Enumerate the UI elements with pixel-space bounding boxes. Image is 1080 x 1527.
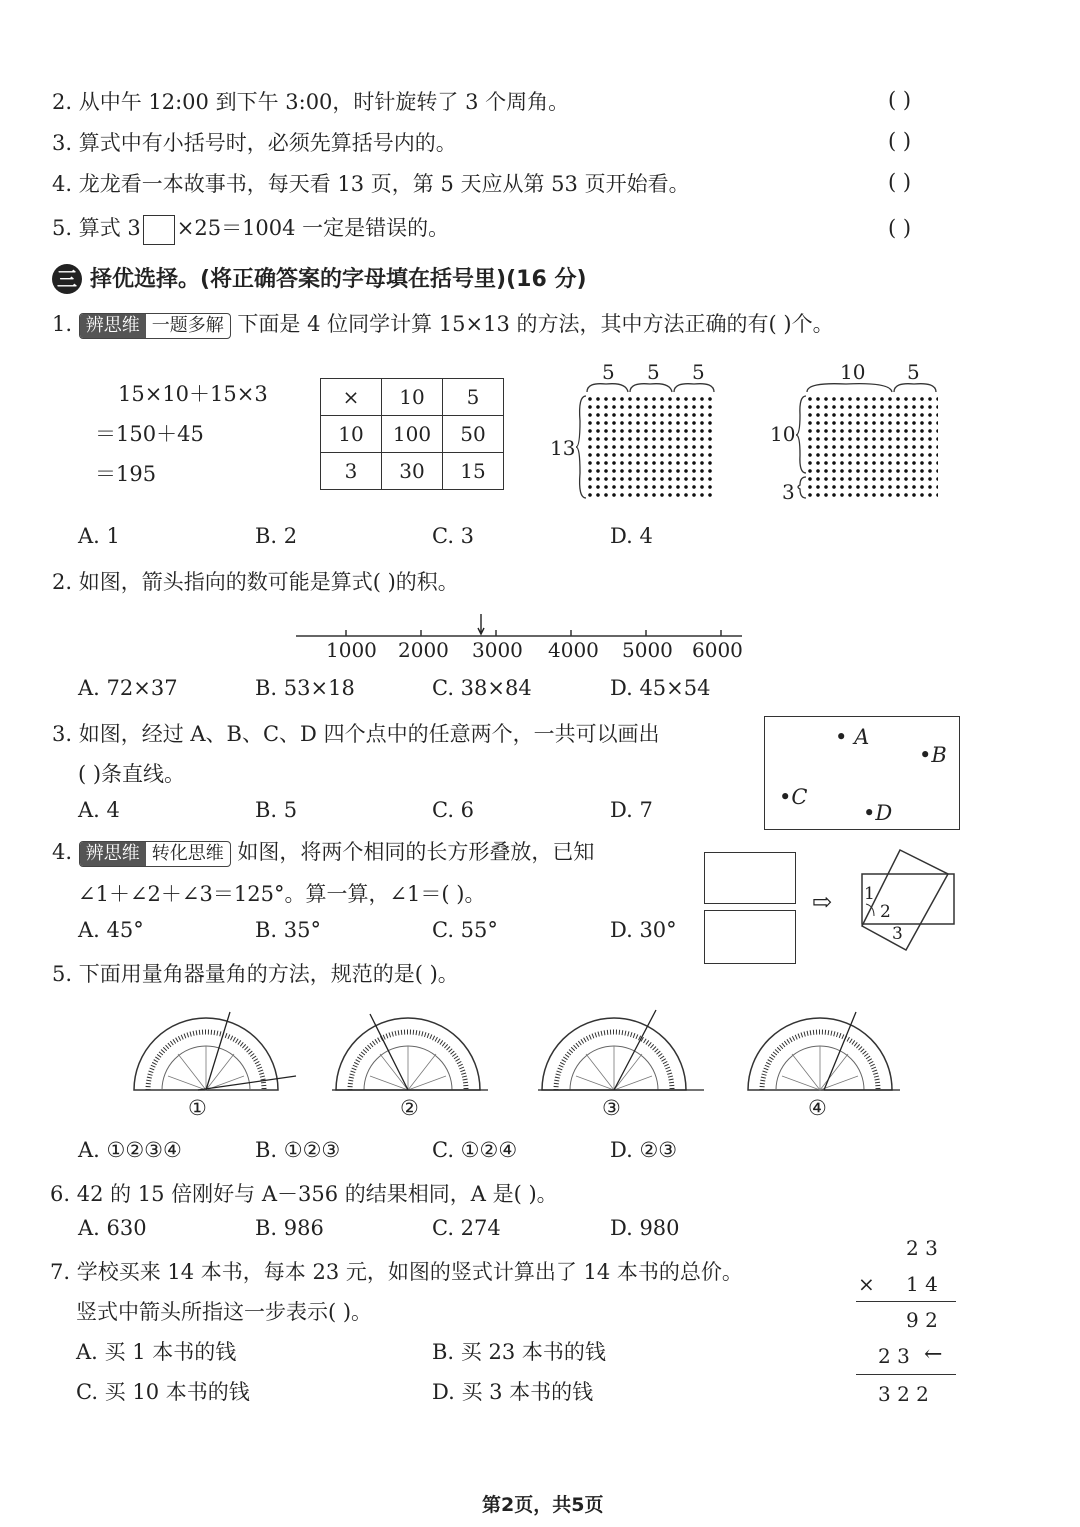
tick-label: 5000 <box>622 638 673 662</box>
option-b[interactable]: B. 35° <box>255 918 322 942</box>
vm-result: 3 2 2 <box>878 1382 929 1406</box>
grid-cell: 3 <box>321 453 382 490</box>
tag-dark: 辨思维 <box>80 314 146 338</box>
tag-light: 一题多解 <box>151 314 224 336</box>
vm-line-2 <box>856 1374 956 1375</box>
section-heading <box>52 262 587 294</box>
judge-item-5-before: 5. 算式 3 <box>52 216 141 240</box>
grid-cell: × <box>321 379 382 416</box>
grid-cell: 100 <box>382 416 443 453</box>
vm-arrow: ← <box>924 1342 943 1367</box>
option-d[interactable]: D. 买 3 本书的钱 <box>432 1380 594 1404</box>
point-c: •C <box>779 785 808 809</box>
option-c[interactable]: C. 274 <box>432 1216 501 1240</box>
question-1 <box>52 308 834 339</box>
question-3-line-2: ( )条直线。 <box>78 762 186 786</box>
grid-cell: 10 <box>321 416 382 453</box>
angle-label-3: 3 <box>892 924 903 944</box>
option-d[interactable]: D. 30° <box>610 918 677 942</box>
option-a[interactable]: A. 630 <box>78 1216 147 1240</box>
question-4-line-1 <box>52 836 594 867</box>
grid-cell: 15 <box>443 453 504 490</box>
thinking-tag <box>79 841 231 867</box>
dots2-top-label: 5 <box>907 360 920 384</box>
option-c[interactable]: C. ①②④ <box>432 1138 518 1162</box>
option-c[interactable]: C. 3 <box>432 524 475 548</box>
dots2-left-label: 3 <box>782 480 795 504</box>
multiplication-grid <box>320 378 504 490</box>
option-d[interactable]: D. 45×54 <box>610 676 711 700</box>
question-2: 2. 如图，箭头指向的数可能是算式( )的积。 <box>52 570 459 594</box>
judge-item-4: 4. 龙龙看一本故事书，每天看 13 页，第 5 天应从第 53 页开始看。 <box>52 172 690 196</box>
dots1-top-label: 5 <box>647 360 660 384</box>
dots1-left-label: 13 <box>550 436 576 460</box>
option-d[interactable]: D. ②③ <box>610 1138 678 1162</box>
tick-label: 4000 <box>548 638 599 662</box>
dots1-top-label: 5 <box>602 360 615 384</box>
tick-label: 6000 <box>692 638 743 662</box>
point-b: •B <box>919 743 947 767</box>
answer-paren[interactable]: ( ) <box>888 170 912 194</box>
dots2-top-label: 10 <box>840 360 866 384</box>
tag-dark: 辨思维 <box>80 842 146 866</box>
question-7-line-2: 竖式中箭头所指这一步表示( )。 <box>76 1300 373 1324</box>
tick-label: 3000 <box>472 638 523 662</box>
point-a: • A <box>835 725 870 749</box>
option-d[interactable]: D. 980 <box>610 1216 680 1240</box>
vm-partial-1: 9 2 <box>906 1308 938 1332</box>
option-b[interactable]: B. 买 23 本书的钱 <box>432 1340 606 1364</box>
question-number: 1. <box>52 312 73 336</box>
question-3-line-1: 3. 如图，经过 A、B、C、D 四个点中的任意两个，一共可以画出 <box>52 722 660 746</box>
protractor-1 <box>128 1006 298 1094</box>
tag-light: 转化思维 <box>151 842 224 864</box>
question-7-line-1: 7. 学校买来 14 本书，每本 23 元，如图的竖式计算出了 14 本书的总价。 <box>50 1260 743 1284</box>
number-line-arrow <box>478 614 484 634</box>
vm-partial-2: 2 3 <box>878 1344 910 1368</box>
question-4-line-2: ∠1＋∠2＋∠3＝125°。算一算，∠1＝( )。 <box>78 882 486 906</box>
dots1-top-brace <box>586 380 716 394</box>
option-c[interactable]: C. 55° <box>432 918 498 942</box>
option-c[interactable]: C. 38×84 <box>432 676 532 700</box>
option-d[interactable]: D. 4 <box>610 524 653 548</box>
rectangle-2 <box>704 910 796 964</box>
option-c[interactable]: C. 6 <box>432 798 475 822</box>
option-b[interactable]: B. 2 <box>255 524 298 548</box>
tick-label: 1000 <box>326 638 377 662</box>
protractor-3 <box>538 1006 708 1094</box>
point-d: •D <box>863 801 893 825</box>
answer-paren[interactable]: ( ) <box>888 216 912 240</box>
vm-top: 2 3 <box>906 1236 938 1260</box>
number-line <box>296 600 746 642</box>
grid-cell: 5 <box>443 379 504 416</box>
option-a[interactable]: A. ①②③④ <box>78 1138 182 1162</box>
protractor-label-1: ① <box>188 1096 207 1120</box>
option-a[interactable]: A. 买 1 本书的钱 <box>76 1340 237 1364</box>
protractor-2 <box>332 1006 492 1094</box>
judge-item-2: 2. 从中午 12:00 到下午 3:00，时针旋转了 3 个周角。 <box>52 90 570 114</box>
protractor-label-3: ③ <box>602 1096 621 1120</box>
angle-label-1: 1 <box>864 884 875 904</box>
option-a[interactable]: A. 1 <box>78 524 120 548</box>
dot-array-2 <box>806 395 938 499</box>
thinking-tag <box>79 313 231 339</box>
dots2-left-label: 10 <box>770 422 796 446</box>
section-number-badge: 三 <box>52 264 82 294</box>
answer-paren[interactable]: ( ) <box>888 88 912 112</box>
dot-array-1 <box>586 395 716 499</box>
page-footer: 第2页，共5页 <box>482 1494 604 1516</box>
overlap-figure <box>860 846 960 954</box>
grid-cell: 10 <box>382 379 443 416</box>
protractor-label-2: ② <box>400 1096 419 1120</box>
angle-label-2: 2 <box>880 902 891 922</box>
rectangle-1 <box>704 852 796 904</box>
question-number: 4. <box>52 840 73 864</box>
dots2-top-brace <box>806 380 938 394</box>
option-b[interactable]: B. 986 <box>255 1216 324 1240</box>
transform-arrow: ⇨ <box>812 888 833 916</box>
option-c[interactable]: C. 买 10 本书的钱 <box>76 1380 250 1404</box>
points-box <box>764 716 960 830</box>
protractor-4 <box>744 1006 904 1094</box>
protractor-label-4: ④ <box>808 1096 827 1120</box>
vm-second: 1 4 <box>906 1272 938 1296</box>
judge-item-3: 3. 算式中有小括号时，必须先算括号内的。 <box>52 131 457 155</box>
option-a[interactable]: A. 72×37 <box>78 676 178 700</box>
option-a[interactable]: A. 4 <box>78 798 120 822</box>
option-a[interactable]: A. 45° <box>78 918 144 942</box>
answer-paren[interactable]: ( ) <box>888 129 912 153</box>
calc-line-1: 15×10＋15×3 <box>118 382 268 406</box>
tick-label: 2000 <box>398 638 449 662</box>
question-5: 5. 下面用量角器量角的方法，规范的是( )。 <box>52 962 459 986</box>
vm-times: × <box>858 1272 875 1296</box>
vm-line-1 <box>856 1301 956 1302</box>
section-title: 择优选择。(将正确答案的字母填在括号里)(16 分) <box>90 267 587 292</box>
question-text: 下面是 4 位同学计算 15×13 的方法，其中方法正确的有( )个。 <box>237 312 834 336</box>
question-text: 如图，将两个相同的长方形叠放，已知 <box>237 840 595 864</box>
calc-line-2: ＝150＋45 <box>95 422 204 446</box>
dots1-top-label: 5 <box>692 360 705 384</box>
question-6: 6. 42 的 15 倍刚好与 A－356 的结果相同，A 是( )。 <box>50 1182 558 1206</box>
blank-box[interactable] <box>143 215 175 245</box>
judge-item-5-after: ×25＝1004 一定是错误的。 <box>176 216 450 240</box>
option-b[interactable]: B. 5 <box>255 798 298 822</box>
calc-line-3: ＝195 <box>95 462 157 486</box>
grid-cell: 50 <box>443 416 504 453</box>
judge-item-5 <box>52 212 449 245</box>
option-d[interactable]: D. 7 <box>610 798 653 822</box>
option-b[interactable]: B. 53×18 <box>255 676 355 700</box>
grid-cell: 30 <box>382 453 443 490</box>
option-b[interactable]: B. ①②③ <box>255 1138 341 1162</box>
